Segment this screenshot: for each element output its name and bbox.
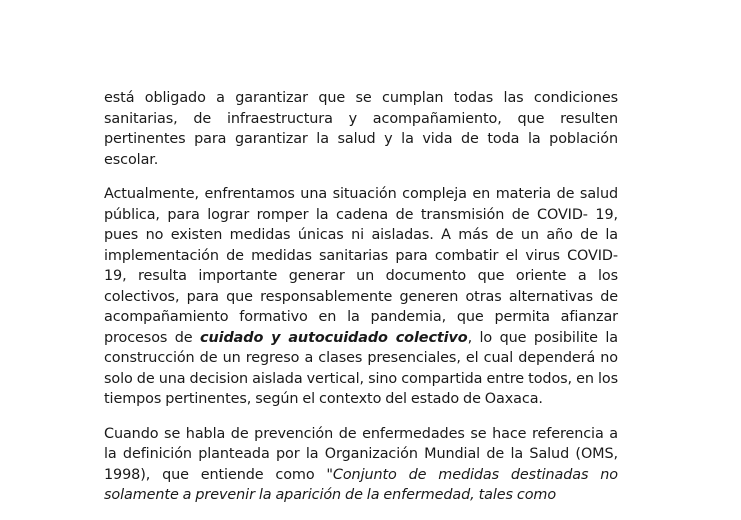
oms-definition-quote: Conjunto de medidas destinadas no solamente a prevenir la aparición de la enfermedad, tales como — [104, 466, 618, 503]
paragraph-2-text-start: Actualmente, enfrentamos una situación compleja en materia de salud pública, para lograr romper la cadena de transmisión de COVID- 19, pues no existen medidas únicas ni aisladas. A más de un año de la implementación de medidas sanitarias para combatir el virus COVID- 19, resulta importante generar un documento que oriente a los colectivos, para que responsablemente generen otras alternativas de acompañamiento formativo en la pandemia, que permita afianzar procesos de — [104, 186, 618, 346]
paragraph-3 — [104, 424, 618, 506]
paragraph-2-text-end: , lo que posibilite la construcción de un regreso a clases presenciales, el cual dependerá no solo de una decision aislada vertical, sino compartida entre todos, en los tiempos pertinentes, según el contexto del estado de Oaxaca. — [104, 329, 618, 407]
paragraph-1 — [104, 88, 618, 170]
body-text-column — [104, 88, 618, 520]
emphasis-cuidado-colectivo: cuidado y autocuidado colectivo — [200, 329, 468, 346]
paragraph-1-text: está obligado a garantizar que se cumplan todas las condiciones sanitarias, de infraestructura y acompañamiento, que resulten pertinentes para garantizar la salud y la vida de toda la población escolar. — [104, 90, 618, 168]
paragraph-3-text-start: Cuando se habla de prevención de enfermedades se hace referencia a la definición planteada por la Organización Mundial de la Salud (OMS, 1998), que entiende como " — [104, 425, 618, 483]
paragraph-2 — [104, 184, 618, 410]
